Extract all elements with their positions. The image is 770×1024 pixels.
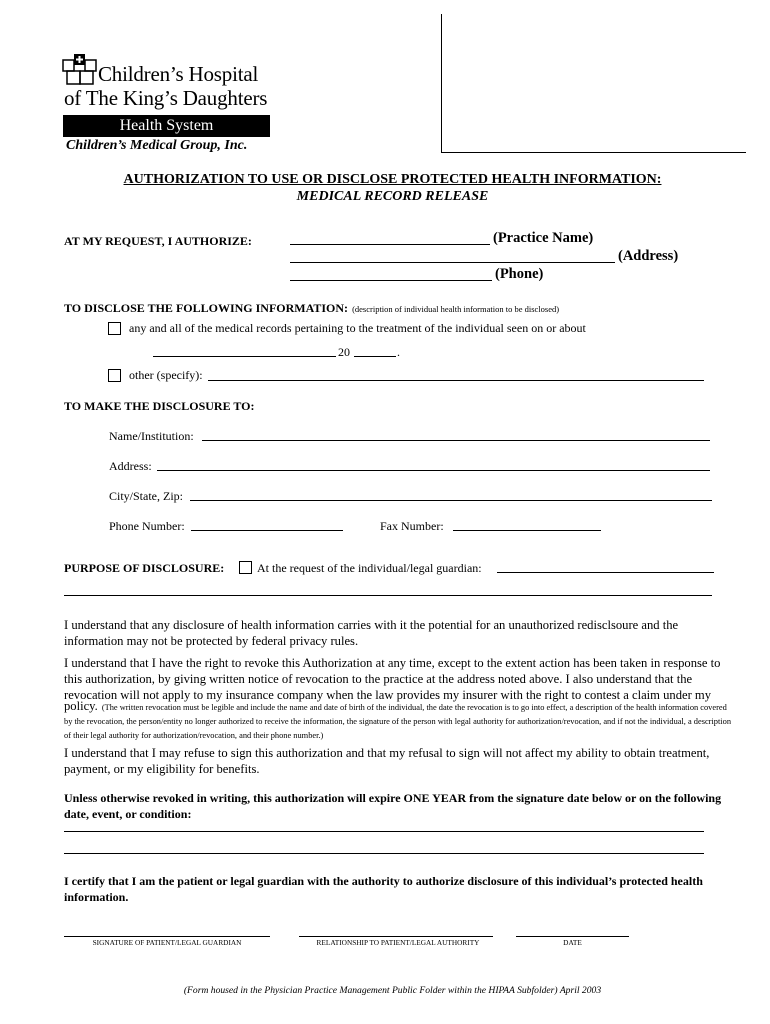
option-all-records-text: any and all of the medical records pertaining to the treatment of the individual seen on or about <box>129 321 586 335</box>
paragraph-redisclosure: I understand that any disclosure of health information carries with it the potential for an unauthorized redisclsoure and the information may not be protected by federal privacy rules. <box>64 618 679 648</box>
year-prefix: 20 <box>338 345 350 359</box>
authorize-label: AT MY REQUEST, I AUTHORIZE: <box>64 234 252 248</box>
purpose-option-text: At the request of the individual/legal guardian: <box>257 561 482 575</box>
disclosure-to-label: TO MAKE THE DISCLOSURE TO: <box>64 399 255 413</box>
purpose-checkbox[interactable] <box>239 560 252 578</box>
paragraph-refuse: I understand that I may refuse to sign this authorization and that my refusal to sign will not affect my ability to obtain treatment, payment, or my eligibility for benefits. <box>64 746 710 776</box>
purpose-label: PURPOSE OF DISCLOSURE: <box>64 561 225 575</box>
revocation-fine-print: (The written revocation must be legible and include the name and date of birth of the individual, the date the revocation is to go into effect, a description of the health information covered by the revocation, the person/entity no longer authorized to receive the information, the signature of the person with legal authority for authorization/revocation, and if not the individual, a description of their legal authority for authorization/revocation, and their phone number.) <box>64 703 732 740</box>
year-period: . <box>397 345 400 359</box>
form-subtitle: MEDICAL RECORD RELEASE <box>296 189 489 204</box>
relationship-field[interactable] <box>299 936 493 937</box>
expiration-statement: Unless otherwise revoked in writing, this authorization will expire ONE YEAR from the signature date below or on the following date, event, or condition: <box>64 791 722 821</box>
option-other-text: other (specify): <box>129 368 203 382</box>
name-institution-field[interactable] <box>202 440 710 441</box>
expiration-field-1[interactable] <box>64 831 704 832</box>
signature-caption: SIGNATURE OF PATIENT/LEGAL GUARDIAN <box>92 938 242 947</box>
paragraph-revoke: I understand that I have the right to revoke this Authorization at any time, except to the extent action has been taken in response to this authorization, by giving written notice of revocation to the practice at the address noted above. I also understand that the revocation will not apply to my insurance company when the law provides my insurer with the right to contest a claim under my <box>64 656 721 702</box>
purpose-guardian-field[interactable] <box>497 572 714 573</box>
disclose-label: TO DISCLOSE THE FOLLOWING INFORMATION: <box>64 301 349 315</box>
fax-number-label: Fax Number: <box>380 519 444 533</box>
fax-number-field[interactable] <box>453 530 601 531</box>
chkd-logo-mark <box>62 52 98 86</box>
city-state-zip-field[interactable] <box>190 500 712 501</box>
paragraph-revoke-note <box>64 700 734 742</box>
practice-name-field[interactable] <box>290 244 490 245</box>
recipient-address-field[interactable] <box>157 470 710 471</box>
phone-number-field[interactable] <box>191 530 343 531</box>
recipient-address-label: Address: <box>109 459 152 473</box>
form-title: AUTHORIZATION TO USE OR DISCLOSE PROTECTED HEALTH INFORMATION: <box>123 172 662 187</box>
phone-number-label: Phone Number: <box>109 519 185 533</box>
city-state-zip-label: City/State, Zip: <box>109 489 183 503</box>
policy-word: policy. <box>64 699 98 713</box>
certification-statement: I certify that I am the patient or legal guardian with the authority to authorize disclosure of this individual’s protected health information. <box>64 874 703 904</box>
date-field[interactable] <box>516 936 629 937</box>
option-other-checkbox[interactable] <box>108 368 121 386</box>
relationship-caption: RELATIONSHIP TO PATIENT/LEGAL AUTHORITY <box>316 938 480 947</box>
logo-health-system-bar: Health System <box>63 115 270 137</box>
disclose-note: (description of individual health information to be disclosed) <box>352 304 560 314</box>
logo-line-2: of The King’s Daughters <box>64 86 268 110</box>
signature-field[interactable] <box>64 936 270 937</box>
name-institution-label: Name/Institution: <box>109 429 194 443</box>
corner-divider-vertical <box>441 14 442 152</box>
date-seen-field[interactable] <box>153 356 336 357</box>
practice-name-label: (Practice Name) <box>493 230 594 246</box>
corner-divider-horizontal <box>441 152 746 153</box>
option-all-records-checkbox[interactable] <box>108 321 121 339</box>
other-specify-field[interactable] <box>208 380 704 381</box>
phone-field[interactable] <box>290 280 492 281</box>
address-field[interactable] <box>290 262 615 263</box>
address-label: (Address) <box>618 248 679 264</box>
footer-note: (Form housed in the Physician Practice Management Public Folder within the HIPAA Subfolder) April 2003 <box>183 985 602 996</box>
expiration-field-2[interactable] <box>64 853 704 854</box>
phone-label: (Phone) <box>495 266 544 282</box>
group-name: Children’s Medical Group, Inc. <box>66 138 248 153</box>
purpose-extra-line[interactable] <box>64 595 712 596</box>
disclose-heading <box>64 299 559 317</box>
logo-line-1: Children’s Hospital <box>98 62 259 86</box>
date-caption: DATE <box>563 938 582 947</box>
year-field[interactable] <box>354 356 396 357</box>
